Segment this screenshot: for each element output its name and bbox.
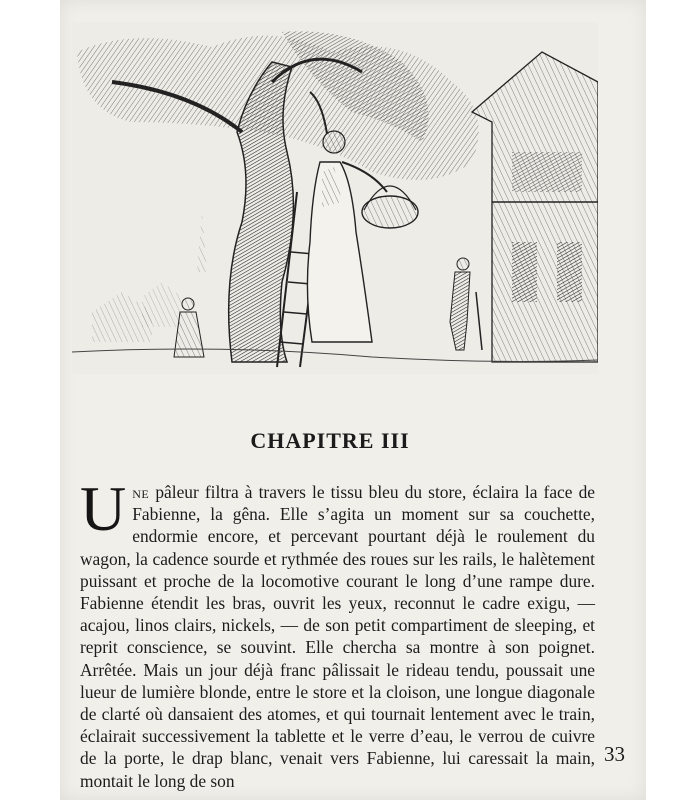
chapter-title: CHAPITRE III xyxy=(250,428,410,453)
paragraph-text: pâleur filtra à travers le tissu bleu du store, éclaira la face de Fabienne, la gêna. Elle s’agita un moment sur sa couchette, endormie encore, et percevant pourtant déjà le roulement du wagon, la cadence sourde et rythmée des roues sur les rails, le halètement puissant et proche de la locomotive courant le long d’une rampe dure. Fabienne étendit les bras, ouvrit les yeux, reconnut le cadre exigu, — acajou, linos clairs, nickels, — de son petit compartiment de sleeping, et reprit conscience, se souvint. Elle chercha sa montre à son poignet. Arrêtée. Mais un jour déjà franc pâlissait le rideau tendu, poussait une lueur de lumière blonde, entre le store et la cloison, une longue diagonale de clarté où dansaient des atomes, et qui tournait lentement avec le train, éclairait successivement la tablette et le verre d’eau, le verrou de cuivre de la porte, le drap blanc, venait vers Fabienne, lui caressait la main, montait le long de son xyxy=(80,482,595,791)
body-text xyxy=(80,473,595,792)
lead-small-caps: ne xyxy=(132,482,150,502)
etching-illustration xyxy=(72,22,598,374)
page-number: 33 xyxy=(604,742,625,766)
drop-cap: U xyxy=(80,473,127,544)
